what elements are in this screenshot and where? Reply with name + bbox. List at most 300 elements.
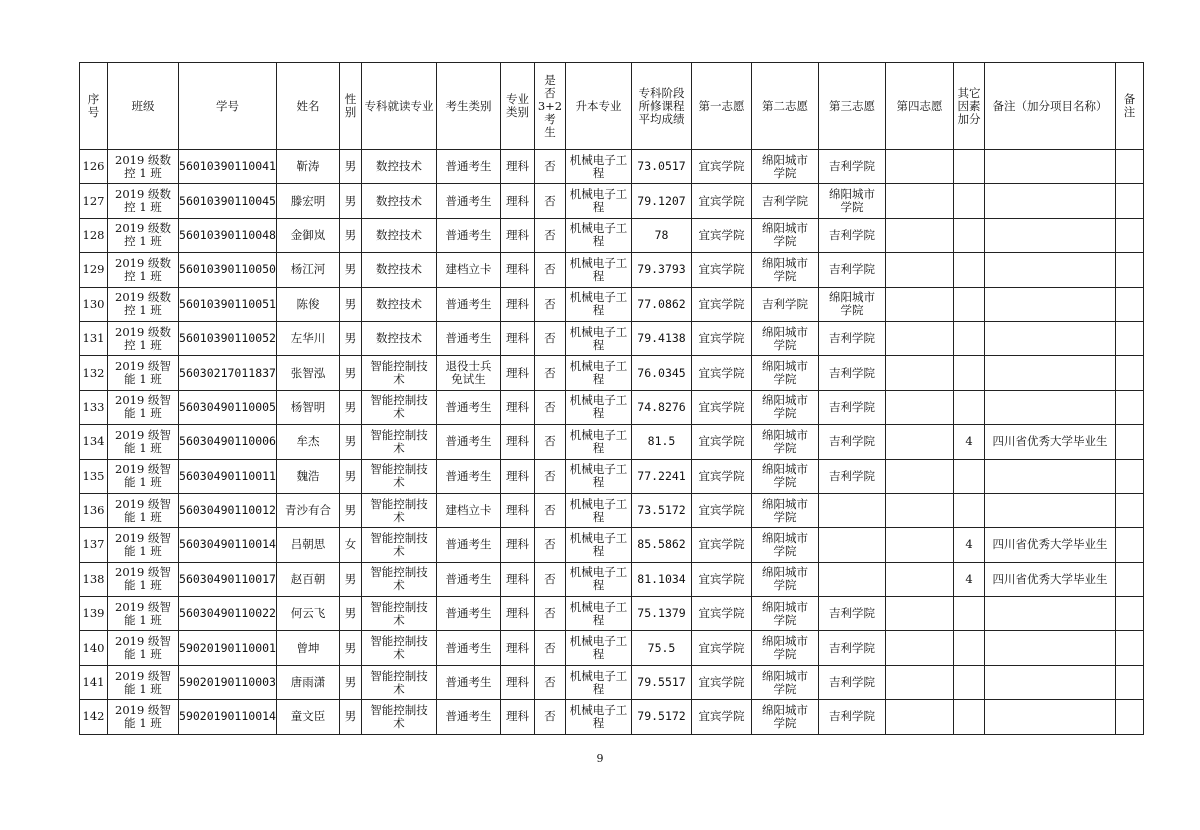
table-cell: 56010390110041 xyxy=(179,150,277,184)
table-cell: 理科 xyxy=(501,218,535,252)
table-cell: 56010390110052 xyxy=(179,321,277,355)
table-cell xyxy=(954,287,985,321)
table-cell: 59020190110014 xyxy=(179,700,277,734)
table-cell xyxy=(886,459,954,493)
table-cell xyxy=(985,597,1116,631)
column-header: 第一志愿 xyxy=(692,63,752,150)
table-cell: 79.3793 xyxy=(632,253,692,287)
table-cell: 2019 级智 能 1 班 xyxy=(108,631,179,665)
table-cell xyxy=(954,631,985,665)
table-cell xyxy=(985,390,1116,424)
table-cell: 杨智明 xyxy=(277,390,340,424)
table-cell: 吉利学院 xyxy=(819,631,886,665)
table-cell xyxy=(1116,528,1144,562)
table-cell: 普通考生 xyxy=(437,700,501,734)
table-cell xyxy=(985,184,1116,218)
table-cell: 宜宾学院 xyxy=(692,665,752,699)
table-cell xyxy=(1116,253,1144,287)
table-cell: 吉利学院 xyxy=(819,321,886,355)
table-cell: 2019 级数 控 1 班 xyxy=(108,218,179,252)
table-cell: 否 xyxy=(535,287,566,321)
table-row xyxy=(80,287,1144,321)
table-cell: 吉利学院 xyxy=(819,597,886,631)
table-cell xyxy=(954,700,985,734)
table-cell: 吉利学院 xyxy=(819,665,886,699)
table-cell: 吉利学院 xyxy=(819,218,886,252)
table-cell xyxy=(886,150,954,184)
table-cell: 理科 xyxy=(501,321,535,355)
table-cell: 理科 xyxy=(501,665,535,699)
table-cell: 机械电子工 程 xyxy=(566,665,632,699)
table-cell: 男 xyxy=(340,700,362,734)
table-cell: 宜宾学院 xyxy=(692,321,752,355)
page-number: 9 xyxy=(596,752,604,765)
table-cell: 59020190110003 xyxy=(179,665,277,699)
table-cell: 男 xyxy=(340,218,362,252)
table-cell: 四川省优秀大学毕业生 xyxy=(985,562,1116,596)
table-cell: 吉利学院 xyxy=(752,287,819,321)
table-cell xyxy=(954,150,985,184)
column-header: 专科阶段 所修课程 平均成绩 xyxy=(632,63,692,150)
table-cell: 2019 级智 能 1 班 xyxy=(108,700,179,734)
table-cell: 宜宾学院 xyxy=(692,459,752,493)
table-cell: 绵阳城市 学院 xyxy=(752,700,819,734)
table-cell: 机械电子工 程 xyxy=(566,390,632,424)
table-cell: 男 xyxy=(340,287,362,321)
table-cell: 绵阳城市 学院 xyxy=(752,390,819,424)
table-cell: 否 xyxy=(535,459,566,493)
table-cell: 56030490110011 xyxy=(179,459,277,493)
table-cell: 智能控制技 术 xyxy=(362,631,437,665)
table-cell: 2019 级智 能 1 班 xyxy=(108,493,179,527)
table-cell: 机械电子工 程 xyxy=(566,356,632,390)
table-cell: 理科 xyxy=(501,597,535,631)
table-cell xyxy=(819,528,886,562)
table-cell: 男 xyxy=(340,597,362,631)
table-cell: 男 xyxy=(340,356,362,390)
table-cell: 理科 xyxy=(501,150,535,184)
table-cell: 绵阳城市 学院 xyxy=(752,562,819,596)
table-cell: 普通考生 xyxy=(437,150,501,184)
table-cell: 理科 xyxy=(501,356,535,390)
table-cell: 4 xyxy=(954,562,985,596)
column-header: 第二志愿 xyxy=(752,63,819,150)
table-cell: 宜宾学院 xyxy=(692,356,752,390)
table-cell: 75.1379 xyxy=(632,597,692,631)
table-cell: 数控技术 xyxy=(362,184,437,218)
table-cell: 2019 级数 控 1 班 xyxy=(108,287,179,321)
table-cell: 79.5172 xyxy=(632,700,692,734)
table-cell: 126 xyxy=(80,150,108,184)
table-cell: 男 xyxy=(340,459,362,493)
table-cell: 理科 xyxy=(501,390,535,424)
table-cell: 2019 级数 控 1 班 xyxy=(108,321,179,355)
table-cell: 2019 级智 能 1 班 xyxy=(108,356,179,390)
table-cell: 理科 xyxy=(501,631,535,665)
table-cell: 男 xyxy=(340,150,362,184)
table-cell: 四川省优秀大学毕业生 xyxy=(985,528,1116,562)
column-header: 学号 xyxy=(179,63,277,150)
table-cell: 张智泓 xyxy=(277,356,340,390)
table-cell xyxy=(985,493,1116,527)
table-cell: 宜宾学院 xyxy=(692,425,752,459)
table-cell: 绵阳城市 学院 xyxy=(752,459,819,493)
table-cell: 2019 级智 能 1 班 xyxy=(108,390,179,424)
column-header: 序 号 xyxy=(80,63,108,150)
table-cell: 128 xyxy=(80,218,108,252)
table-cell xyxy=(1116,321,1144,355)
table-cell: 否 xyxy=(535,665,566,699)
table-cell: 2019 级智 能 1 班 xyxy=(108,528,179,562)
table-cell: 131 xyxy=(80,321,108,355)
table-cell xyxy=(954,493,985,527)
table-cell: 绵阳城市 学院 xyxy=(752,665,819,699)
table-cell xyxy=(1116,150,1144,184)
table-cell xyxy=(886,493,954,527)
table-row xyxy=(80,528,1144,562)
table-cell: 78 xyxy=(632,218,692,252)
table-row xyxy=(80,356,1144,390)
table-cell: 宜宾学院 xyxy=(692,597,752,631)
table-cell: 绵阳城市 学院 xyxy=(752,425,819,459)
table-cell: 134 xyxy=(80,425,108,459)
table-row xyxy=(80,150,1144,184)
table-cell: 吉利学院 xyxy=(819,700,886,734)
table-cell: 77.2241 xyxy=(632,459,692,493)
table-cell xyxy=(985,459,1116,493)
table-cell: 否 xyxy=(535,597,566,631)
table-cell xyxy=(1116,356,1144,390)
column-header: 姓名 xyxy=(277,63,340,150)
table-cell: 金御岚 xyxy=(277,218,340,252)
table-cell: 79.5517 xyxy=(632,665,692,699)
table-cell: 普通考生 xyxy=(437,459,501,493)
table-cell xyxy=(819,562,886,596)
table-cell: 56010390110045 xyxy=(179,184,277,218)
table-cell: 56030490110005 xyxy=(179,390,277,424)
table-cell: 绵阳城市 学院 xyxy=(752,631,819,665)
table-cell: 男 xyxy=(340,390,362,424)
table-cell: 56010390110050 xyxy=(179,253,277,287)
table-cell xyxy=(886,425,954,459)
table-cell: 否 xyxy=(535,562,566,596)
table-cell: 否 xyxy=(535,700,566,734)
table-cell xyxy=(954,253,985,287)
table-cell: 宜宾学院 xyxy=(692,218,752,252)
table-cell: 智能控制技 术 xyxy=(362,425,437,459)
table-cell: 137 xyxy=(80,528,108,562)
table-cell: 81.5 xyxy=(632,425,692,459)
table-cell: 56030490110022 xyxy=(179,597,277,631)
table-cell: 否 xyxy=(535,528,566,562)
table-cell: 绵阳城市 学院 xyxy=(752,528,819,562)
table-cell xyxy=(954,390,985,424)
table-cell: 机械电子工 程 xyxy=(566,150,632,184)
table-cell: 绵阳城市 学院 xyxy=(819,184,886,218)
table-cell: 男 xyxy=(340,253,362,287)
table-cell: 56030490110006 xyxy=(179,425,277,459)
table-cell xyxy=(886,700,954,734)
table-cell: 宜宾学院 xyxy=(692,631,752,665)
table-cell: 2019 级智 能 1 班 xyxy=(108,459,179,493)
table-cell: 宜宾学院 xyxy=(692,253,752,287)
table-cell: 75.5 xyxy=(632,631,692,665)
table-cell xyxy=(954,597,985,631)
table-cell: 建档立卡 xyxy=(437,253,501,287)
table-cell xyxy=(1116,425,1144,459)
table-cell: 吉利学院 xyxy=(819,356,886,390)
table-cell: 牟杰 xyxy=(277,425,340,459)
column-header: 第三志愿 xyxy=(819,63,886,150)
table-cell: 男 xyxy=(340,665,362,699)
table-cell xyxy=(954,459,985,493)
table-cell: 靳涛 xyxy=(277,150,340,184)
table-cell: 吉利学院 xyxy=(819,390,886,424)
table-cell: 机械电子工 程 xyxy=(566,253,632,287)
table-cell: 陈俊 xyxy=(277,287,340,321)
table-cell: 绵阳城市 学院 xyxy=(752,253,819,287)
table-cell: 男 xyxy=(340,493,362,527)
table-cell: 理科 xyxy=(501,700,535,734)
table-cell: 男 xyxy=(340,184,362,218)
table-cell: 普通考生 xyxy=(437,184,501,218)
table-row xyxy=(80,390,1144,424)
table-cell: 宜宾学院 xyxy=(692,562,752,596)
table-cell xyxy=(886,390,954,424)
table-cell: 宜宾学院 xyxy=(692,150,752,184)
table-header xyxy=(80,63,1144,150)
table-cell: 141 xyxy=(80,665,108,699)
table-cell: 普通考生 xyxy=(437,528,501,562)
table-cell: 机械电子工 程 xyxy=(566,287,632,321)
table-cell: 否 xyxy=(535,390,566,424)
table-row xyxy=(80,700,1144,734)
table-cell: 机械电子工 程 xyxy=(566,184,632,218)
table-cell: 140 xyxy=(80,631,108,665)
table-cell: 数控技术 xyxy=(362,150,437,184)
table-cell: 132 xyxy=(80,356,108,390)
column-header: 专科就读专业 xyxy=(362,63,437,150)
table-cell: 魏浩 xyxy=(277,459,340,493)
table-cell xyxy=(954,665,985,699)
table-cell: 吉利学院 xyxy=(819,253,886,287)
table-cell xyxy=(886,631,954,665)
table-cell: 建档立卡 xyxy=(437,493,501,527)
table-cell xyxy=(1116,184,1144,218)
table-cell xyxy=(1116,390,1144,424)
table-cell: 77.0862 xyxy=(632,287,692,321)
table-cell: 赵百朝 xyxy=(277,562,340,596)
table-cell xyxy=(886,287,954,321)
table-cell xyxy=(819,493,886,527)
table-cell xyxy=(886,218,954,252)
table-cell: 56030217011837 xyxy=(179,356,277,390)
table-cell: 理科 xyxy=(501,287,535,321)
table-cell: 宜宾学院 xyxy=(692,700,752,734)
table-row xyxy=(80,321,1144,355)
table-cell: 79.4138 xyxy=(632,321,692,355)
table-cell: 绵阳城市 学院 xyxy=(752,321,819,355)
table-cell: 81.1034 xyxy=(632,562,692,596)
table-cell: 机械电子工 程 xyxy=(566,631,632,665)
table-cell: 否 xyxy=(535,150,566,184)
table-cell xyxy=(985,631,1116,665)
table-cell: 机械电子工 程 xyxy=(566,425,632,459)
table-cell: 76.0345 xyxy=(632,356,692,390)
table-cell: 数控技术 xyxy=(362,321,437,355)
table-cell: 机械电子工 程 xyxy=(566,597,632,631)
table-cell: 59020190110001 xyxy=(179,631,277,665)
table-cell xyxy=(1116,287,1144,321)
table-cell: 142 xyxy=(80,700,108,734)
table-cell: 智能控制技 术 xyxy=(362,700,437,734)
table-cell: 理科 xyxy=(501,184,535,218)
column-header: 是 否 3+2 考 生 xyxy=(535,63,566,150)
table-cell: 理科 xyxy=(501,562,535,596)
table-cell: 四川省优秀大学毕业生 xyxy=(985,425,1116,459)
table-cell xyxy=(954,184,985,218)
table-cell xyxy=(1116,218,1144,252)
table-cell xyxy=(886,597,954,631)
table-cell: 左华川 xyxy=(277,321,340,355)
table-cell: 理科 xyxy=(501,459,535,493)
table-cell: 2019 级智 能 1 班 xyxy=(108,425,179,459)
table-cell xyxy=(985,665,1116,699)
table-row xyxy=(80,184,1144,218)
table-cell xyxy=(1116,631,1144,665)
table-cell xyxy=(985,287,1116,321)
table-cell: 138 xyxy=(80,562,108,596)
table-cell xyxy=(886,321,954,355)
table-cell xyxy=(985,700,1116,734)
table-cell: 绵阳城市 学院 xyxy=(752,597,819,631)
table-row xyxy=(80,631,1144,665)
table-cell: 56030490110014 xyxy=(179,528,277,562)
table-cell: 机械电子工 程 xyxy=(566,218,632,252)
table-cell: 普通考生 xyxy=(437,631,501,665)
table-cell: 2019 级智 能 1 班 xyxy=(108,562,179,596)
table-cell: 79.1207 xyxy=(632,184,692,218)
table-cell: 机械电子工 程 xyxy=(566,528,632,562)
table-cell: 数控技术 xyxy=(362,218,437,252)
table-cell: 普通考生 xyxy=(437,321,501,355)
table-cell: 宜宾学院 xyxy=(692,528,752,562)
table-cell: 普通考生 xyxy=(437,390,501,424)
table-cell: 智能控制技 术 xyxy=(362,356,437,390)
table-cell: 理科 xyxy=(501,528,535,562)
table-cell: 何云飞 xyxy=(277,597,340,631)
table-cell xyxy=(886,528,954,562)
table-cell: 否 xyxy=(535,425,566,459)
table-cell: 普通考生 xyxy=(437,562,501,596)
table-cell: 男 xyxy=(340,562,362,596)
table-cell xyxy=(1116,597,1144,631)
table-cell: 曾坤 xyxy=(277,631,340,665)
table-cell: 唐雨潇 xyxy=(277,665,340,699)
table-cell: 吉利学院 xyxy=(819,425,886,459)
table-cell: 男 xyxy=(340,631,362,665)
table-row xyxy=(80,562,1144,596)
table-cell: 理科 xyxy=(501,253,535,287)
table-cell: 73.0517 xyxy=(632,150,692,184)
table-cell: 吕朝思 xyxy=(277,528,340,562)
table-cell: 136 xyxy=(80,493,108,527)
table-cell: 4 xyxy=(954,528,985,562)
table-cell xyxy=(1116,700,1144,734)
column-header: 其它 因素 加分 xyxy=(954,63,985,150)
table-cell: 普通考生 xyxy=(437,425,501,459)
table-cell: 机械电子工 程 xyxy=(566,562,632,596)
table-cell: 吉利学院 xyxy=(819,459,886,493)
table-cell: 数控技术 xyxy=(362,287,437,321)
table-cell: 吉利学院 xyxy=(819,150,886,184)
column-header: 性 别 xyxy=(340,63,362,150)
column-header: 专业 类别 xyxy=(501,63,535,150)
column-header: 升本专业 xyxy=(566,63,632,150)
table-cell xyxy=(985,356,1116,390)
table-cell: 56010390110048 xyxy=(179,218,277,252)
admission-table xyxy=(79,62,1144,735)
table-cell: 数控技术 xyxy=(362,253,437,287)
table-cell: 智能控制技 术 xyxy=(362,597,437,631)
column-header: 考生类别 xyxy=(437,63,501,150)
table-cell: 智能控制技 术 xyxy=(362,459,437,493)
table-cell xyxy=(886,184,954,218)
table-cell: 2019 级智 能 1 班 xyxy=(108,665,179,699)
table-cell: 男 xyxy=(340,425,362,459)
table-cell: 吉利学院 xyxy=(752,184,819,218)
table-cell: 机械电子工 程 xyxy=(566,459,632,493)
table-row xyxy=(80,597,1144,631)
table-cell: 普通考生 xyxy=(437,218,501,252)
table-cell: 童文臣 xyxy=(277,700,340,734)
table-cell: 机械电子工 程 xyxy=(566,321,632,355)
table-row xyxy=(80,493,1144,527)
table-cell: 否 xyxy=(535,631,566,665)
column-header: 第四志愿 xyxy=(886,63,954,150)
table-cell: 139 xyxy=(80,597,108,631)
table-cell: 机械电子工 程 xyxy=(566,700,632,734)
table-cell: 普通考生 xyxy=(437,287,501,321)
table-cell: 智能控制技 术 xyxy=(362,528,437,562)
table-cell: 否 xyxy=(535,253,566,287)
table-cell xyxy=(1116,665,1144,699)
table-cell xyxy=(985,150,1116,184)
table-cell: 2019 级智 能 1 班 xyxy=(108,597,179,631)
table-cell: 机械电子工 程 xyxy=(566,493,632,527)
table-cell: 绵阳城市 学院 xyxy=(752,356,819,390)
table-cell: 杨江河 xyxy=(277,253,340,287)
table-cell: 135 xyxy=(80,459,108,493)
table-cell xyxy=(985,321,1116,355)
table-cell: 智能控制技 术 xyxy=(362,665,437,699)
table-cell: 智能控制技 术 xyxy=(362,562,437,596)
table-cell: 宜宾学院 xyxy=(692,184,752,218)
table-body xyxy=(80,150,1144,735)
table-cell: 129 xyxy=(80,253,108,287)
table-cell: 4 xyxy=(954,425,985,459)
table-cell: 宜宾学院 xyxy=(692,287,752,321)
table-cell xyxy=(1116,459,1144,493)
table-cell: 74.8276 xyxy=(632,390,692,424)
table-cell xyxy=(985,218,1116,252)
table-cell: 绵阳城市 学院 xyxy=(819,287,886,321)
table-cell: 女 xyxy=(340,528,362,562)
table-cell: 普通考生 xyxy=(437,597,501,631)
table-cell: 普通考生 xyxy=(437,665,501,699)
table-cell xyxy=(886,562,954,596)
table-cell: 理科 xyxy=(501,425,535,459)
